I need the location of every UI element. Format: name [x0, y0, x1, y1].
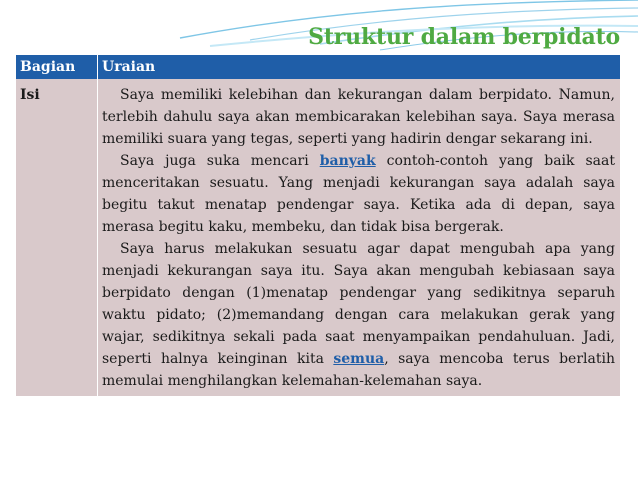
link-semua[interactable]: semua — [333, 351, 385, 367]
structure-table — [16, 55, 621, 396]
slide-title: Struktur dalam berpidato — [308, 24, 620, 50]
link-banyak[interactable]: banyak — [319, 153, 376, 169]
cell-bagian: Isi — [16, 79, 98, 396]
paragraph-2-text-start: Saya juga suka mencari — [120, 153, 320, 169]
paragraph-3-text-start: Saya harus melakukan sesuatu agar dapat mengubah apa yang menjadi kekurangan saya itu. Saya akan mengubah kebiasaan saya berpidato dengan (1)menatap pendengar yang sedikitnya separuh waktu pidato; (2)memandang dengan cara melakukan gerak yang wajar, sedikitnya sekali pada saat menyampaikan pendahuluan. Jadi, seperti halnya keinginan kita — [102, 241, 615, 367]
paragraph-2 — [102, 150, 615, 238]
table-header-row — [16, 55, 621, 79]
paragraph-3-text-end: , saya mencoba terus berlatih memulai menghilangkan kelemahan-kelemahan saya. — [102, 351, 615, 389]
paragraph-3 — [102, 238, 615, 392]
table-row — [16, 79, 621, 396]
paragraph-1: Saya memiliki kelebihan dan kekurangan dalam berpidato. Namun, terlebih dahulu saya akan membicarakan kelebihan saya. Saya merasa memiliki suara yang tegas, seperti yang hadirin dengar sekarang ini. — [102, 87, 615, 147]
paragraph-2-text-end: contoh-contoh yang baik saat menceritakan sesuatu. Yang menjadi kekurangan saya adalah saya begitu takut menatap pendengar saya. Ketika ada di depan, saya merasa begitu kaku, membeku, dan tidak bisa bergerak. — [102, 153, 615, 235]
cell-uraian — [98, 79, 621, 396]
header-uraian: Uraian — [98, 55, 621, 79]
header-bagian: Bagian — [16, 55, 98, 79]
